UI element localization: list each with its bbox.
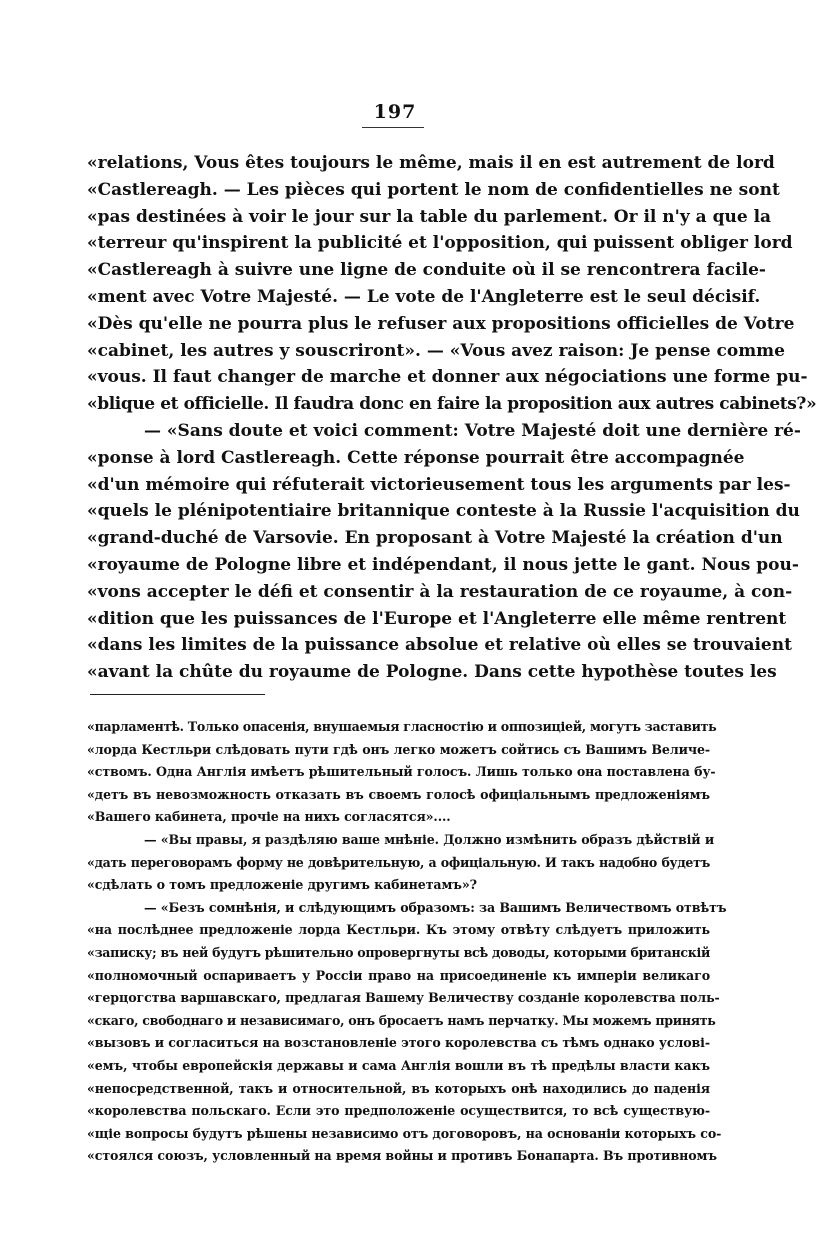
text-line: «avant la chûte du royaume de Pologne. Dans cette hypothèse toutes les [87,662,777,683]
text-line: «Castlereagh. — Les pièces qui portent le nom de confidentielles ne sont [87,179,780,200]
text-line: «relations, Vous êtes toujours le même, mais il en est autrement de lord [87,153,775,173]
text-line: «dition que les puissances de l'Europe et l'Angleterre elle même rentrent [87,608,787,629]
text-line: «cabinet, les autres y souscriront». — «Vous avez raison: Je pense comme [87,340,785,361]
text-line: «terreur qu'inspirent la publicité et l'opposition, qui puissent obliger lord [87,233,793,254]
text-line: — «Sans doute et voici comment: Votre Majesté doit une dernière ré- [144,420,801,441]
footnote-line: — «Вы правы, я раздѣляю ваше мнѣніе. Должно измѣнить образъ дѣйствій и [144,831,715,847]
footnote-line: — «Безъ сомнѣнія, и слѣдующимъ образомъ: за Вашимъ Величествомъ отвѣтъ [144,899,727,915]
french-main-text [87,150,817,686]
footnote-line: «детъ въ невозможность отказать въ своемъ голосѣ офиціальнымъ предложеніямъ [87,786,710,802]
footnote-line: «скаго, свободнаго и независимаго, онъ бросаетъ намъ перчатку. Мы можемъ принять [87,1012,716,1028]
text-line: «Dès qu'elle ne pourra plus le refuser aux propositions officielles de Votre [87,313,795,334]
footnote-line: «сдѣлать о томъ предложеніе другимъ кабинетамъ»? [87,877,477,893]
text-line: «blique et officielle. Il faudra donc en faire la proposition aux autres cabinets?» [87,394,817,415]
footnote-line: «на послѣднее предложеніе лорда Кестльри. Къ этому отвѣту слѣдуетъ приложить [87,922,710,938]
footnote-line: «дать переговорамъ форму не довѣрительную, а офиціальную. И такъ надобно будетъ [87,854,710,870]
text-line: «ment avec Votre Majesté. — Le vote de l'Angleterre est le seul décisif. [87,286,761,307]
text-line: «Castlereagh à suivre une ligne de conduite où il se rencontrera facile- [87,260,766,281]
footnote-line: «парламентѣ. Только опасенія, внушаемыя гласностію и оппозиціей, могутъ заставить [87,719,717,734]
russian-footnote-text [87,716,727,1168]
text-line: «vous. Il faut changer de marche et donner aux négociations une forme pu- [87,367,808,388]
footnote-line: «вызовъ и согласиться на возстановленіе этого королевства съ тѣмъ однако услові- [87,1035,710,1051]
footnote-line: «записку; въ ней будутъ рѣшительно опровергнуты всѣ доводы, которыми британскій [87,944,711,960]
footnote-line: «ствомъ. Одна Англія имѣетъ рѣшительный голосъ. Лишь только она поставлена бу- [87,764,716,780]
footnote-line: «емъ, чтобы европейскія державы и сама Англія вошли въ тѣ предѣлы власти какъ [87,1057,710,1073]
text-line: «vons accepter le défi et consentir à la restauration de ce royaume, à con- [87,581,793,602]
header-rule [362,127,424,128]
text-line: «d'un mémoire qui réfuterait victorieusement tous les arguments par les- [87,474,791,495]
footnote-line: «непосредственной, такъ и относительной, въ которыхъ онѣ находились до паденія [87,1080,710,1096]
footnote-line: «щіе вопросы будутъ рѣшены независимо отъ договоровъ, на основаніи которыхъ со- [87,1125,722,1141]
text-line: «ponse à lord Castlereagh. Cette réponse pourrait être accompagnée [87,447,745,468]
text-line: «quels le plénipotentiaire britannique conteste à la Russie l'acquisition du [87,501,800,522]
text-line: «grand-duché de Varsovie. En proposant à Votre Majesté la création d'un [87,528,783,549]
footnote-line: «герцогства варшавскаго, предлагая Вашему Величеству созданіе королевства поль- [87,990,720,1006]
footnote-line: «Вашего кабинета, прочіе на нихъ согласятся».... [87,809,451,825]
footnote-rule [90,694,265,695]
footnote-line: «лорда Кестльри слѣдовать пути гдѣ онъ легко можетъ сойтись съ Вашимъ Величе- [87,741,710,757]
page-number: 197 [373,101,417,123]
text-line: «pas destinées à voir le jour sur la table du parlement. Or il n'y a que la [87,206,772,227]
text-line: «dans les limites de la puissance absolue et relative où elles se trouvaient [87,635,792,656]
text-line: «royaume de Pologne libre et indépendant, il nous jette le gant. Nous pou- [87,554,799,575]
footnote-line: «королевства польскаго. Если это предположеніе осуществится, то всѣ существую- [87,1103,710,1119]
footnote-line: «полномочный оспариваетъ у Россіи право на присоединеніе къ имперіи великаго [87,967,710,983]
footnote-line: «стоялся союзъ, условленный на время войны и противъ Бонапарта. Въ противномъ [87,1148,717,1164]
